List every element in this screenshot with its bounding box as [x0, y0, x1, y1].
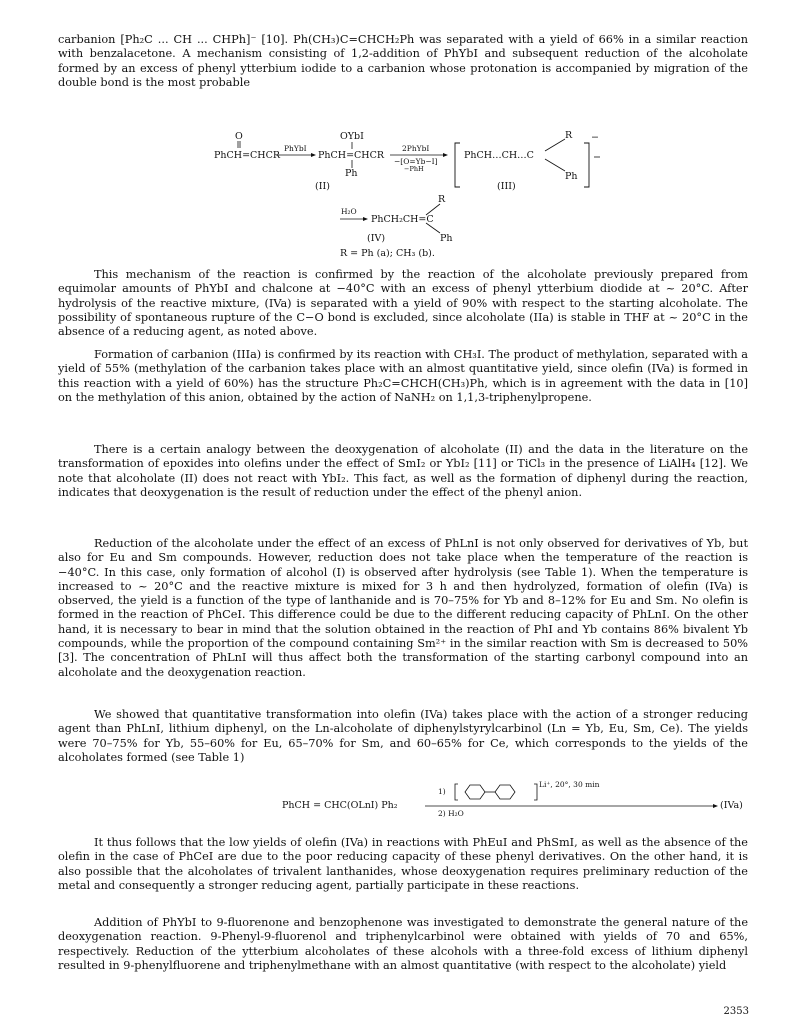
scheme2-conditions: Li⁺, 20°, 30 min	[539, 780, 600, 789]
scheme2-reactant: PhCH = CHC(OLnI) Ph₂	[282, 800, 398, 811]
intermediate-ph: Ph	[345, 168, 358, 179]
paragraph-3: Formation of carbanion (IIIa) is confirmed by its reaction with CH₃I. The product of methylation, separated with a yield of 55% (methylation of the carbanion takes place with an almost quantitative yield, since olefin (IVa) is formed in this reaction with a yield of 60%) has the structure Ph₂C=CHCH(CH₃)Ph, which is in agreement with the data in [10] on the methylation of this anion, obtained by the action of NaNH₂ on 1,1,3-triphenylpropene.	[58, 348, 748, 404]
paragraph-4: There is a certain analogy between the deoxygenation of alcoholate (II) and the data in the literature on the transformation of epoxides into olefins under the effect of SmI₂ or YbI₂ [11] or TiCl₃ in the presence of LiAlH₄ [12]. We note that alcoholate (II) does not react with YbI₂. This fact, as well as the formation of diphenyl during the reaction, indicates that deoxygenation is the result of reduction under the effect of the phenyl anion.	[58, 443, 748, 499]
label-iii: (III)	[497, 181, 516, 192]
label-ii: (II)	[315, 181, 330, 192]
paragraph-8: Addition of PhYbI to 9-fluorenone and benzophenone was investigated to demonstrate the general nature of the deoxygenation reaction. 9-Phenyl-9-fluorenol and triphenylcarbinol were obtained with yields of 70 and 65%, respectively. Reduction of the ytterbium alcoholates of these alcohols with a three-fold excess of lithium diphenyl resulted in 9-phenylfluorene and triphenylmethane with an almost quantitative (with respect to the alcoholate) yield	[58, 916, 748, 972]
paragraph-7: It thus follows that the low yields of olefin (IVa) in reactions with PhEuI and PhSmI, as well as the absence of the olefin in the case of PhCeI are due to the poor reducing capacity of these phenyl derivatives. On the other hand, it is also possible that the alcoholates of trivalent lanthanides, whose deoxygenation requires preliminary reduction of the metal and consequently a stronger reducing agent, partially participate in these reactions.	[58, 836, 748, 892]
scheme2-step1: 1)	[438, 787, 446, 796]
intermediate-formula: PhCH=CHCR	[318, 150, 384, 161]
intermediate-oybi: OYbI	[340, 131, 364, 142]
page-number: 2353	[723, 1006, 749, 1017]
reagent-2phybi: 2PhYbI	[402, 144, 430, 153]
carbanion-charge: −	[591, 132, 599, 143]
paragraph-1: carbanion [Ph₂C ... CH ... CHPh]⁻ [10]. Ph(CH₃)C=CHCH₂Ph was separated with a yield of 66% in a similar reaction with benzalacetone. A mechanism consisting of 1,2-addition of PhYbI and subsequent reduction of the alcoholate formed by an excess of phenyl ytterbium iodide to a carbanion whose protonation is accompanied by migration of the double bond is the most probable	[58, 33, 748, 89]
carbanion-r: R	[565, 130, 573, 141]
reagent-oybi: −[O=Yb−I]	[394, 157, 438, 166]
scheme2-step2: 2) H₂O	[438, 809, 464, 818]
carbanion-ph: Ph	[565, 171, 578, 182]
r-definition: R = Ph (a); CH₃ (b).	[340, 248, 435, 259]
reactant-oxygen: O	[235, 131, 243, 142]
reagent-phh: −PhH	[404, 165, 424, 173]
product-formula: PhCH₂CH=C	[371, 214, 434, 225]
paragraph-5: Reduction of the alcoholate under the effect of an excess of PhLnI is not only observed for derivatives of Yb, but also for Eu and Sm compounds. However, reduction does not take place when the temperature of the reaction is −40°C. In this case, only formation of alcohol (I) is observed after hydrolysis (see Table 1). When the temperature is increased to ~ 20°C and the reactive mixture is mixed for 3 h and then hydrolyzed, formation of olefin (IVa) is observed, the yield is a function of the type of lanthanide and is 70–75% for Yb and 8–12% for Eu and Sm. No olefin is formed in the reaction of PhCeI. This difference could be due to the different reducing capacity of PhLnI. On the other hand, it is necessary to bear in mind that the solution obtained in the reaction of PhI and Yb contains 86% bivalent Yb compounds, while the proportion of the compound containing Sm²⁺ in the similar reaction with Sm is decreased to 50% [3]. The concentration of PhLnI will thus affect both the transformation of the starting carbonyl compound into an alcoholate and the deoxygenation reaction.	[58, 537, 748, 679]
paragraph-2: This mechanism of the reaction is confirmed by the reaction of the alcoholate previously prepared from equimolar amounts of PhYbI and chalcone at −40°C with an excess of phenyl ytterbium diodide at ~ 20°C. After hydrolysis of the reactive mixture, (IVa) is separated with a yield of 90% with respect to the starting alcoholate. The possibility of spontaneous rupture of the C−O bond is excluded, since alcoholate (IIa) is stable in THF at ~ 20°C in the absence of a reducing agent, as noted above.	[58, 268, 748, 339]
reagent-h2o: H₂O	[341, 207, 357, 216]
product-r: R	[438, 194, 446, 205]
reactant-formula: PhCH=CHCR	[214, 150, 280, 161]
paragraph-6: We showed that quantitative transformation into olefin (IVa) takes place with the action of a stronger reducing agent than PhLnI, lithium diphenyl, on the Ln-alcoholate of diphenylstyrylcarbinol (Ln = Yb, Eu, Sm, Ce). The yields were 70–75% for Yb, 55–60% for Eu, 65–70% for Sm, and 60–65% for Ce, which corresponds to the yields of the alcoholates formed (see Table 1)	[58, 708, 748, 764]
reagent-phybi: PhYbI	[284, 144, 307, 153]
product-ph: Ph	[440, 233, 453, 244]
scheme2-product: (IVa)	[720, 800, 743, 811]
carbanion-formula: PhCH…CH…C	[464, 150, 534, 161]
label-iv: (IV)	[367, 233, 386, 244]
